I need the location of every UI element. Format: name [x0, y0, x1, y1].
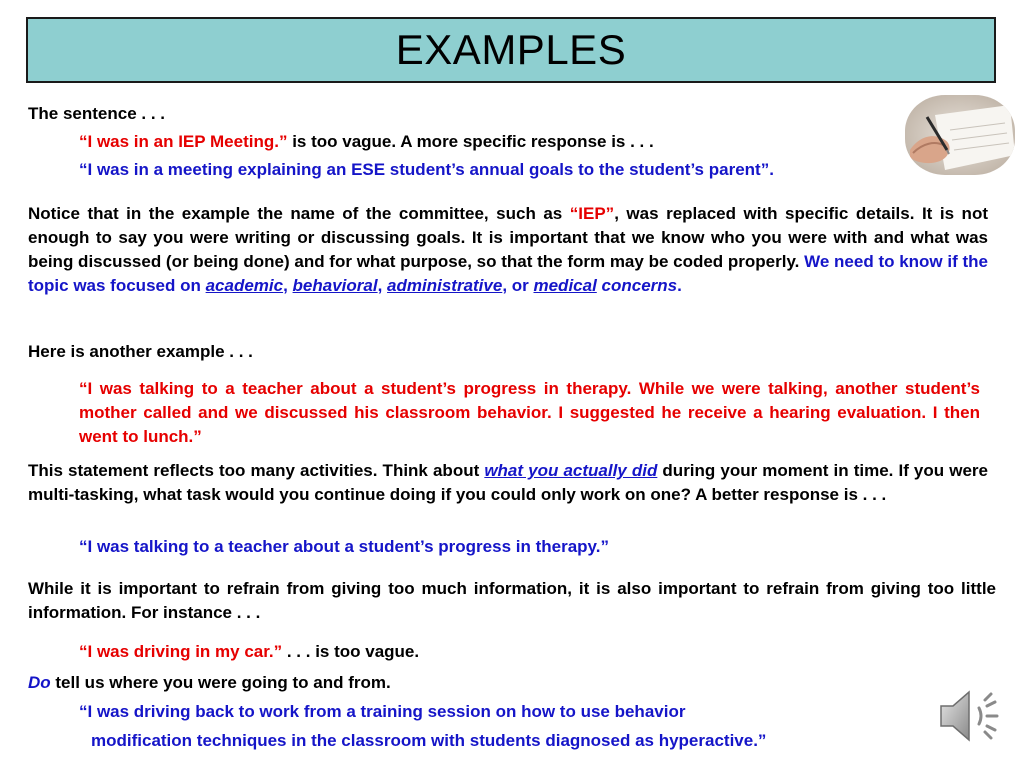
- example3-better-line2: modification techniques in the classroom with students diagnosed as hyperactive.”: [91, 731, 767, 750]
- speaker-sound-icon[interactable]: [935, 680, 1007, 752]
- statement-text-1: This statement reflects too many activities. Think about: [28, 461, 485, 480]
- medical-term: medical: [533, 276, 597, 295]
- notice-blue-lead: We need to know if the topic was focused on: [28, 252, 988, 295]
- statement-text-2: during your moment in time. If you were multi-tasking, what task would you continue doing if you could only work on one? A better response is . . .: [28, 461, 988, 504]
- notice-text-2: , was replaced with specific details. It is not enough to say you were writing or discussing goals. It is important that we know who you were with and what was being discussed (or being done) and for what purpose, so that the form may be coded properly.: [28, 204, 988, 271]
- another-label: Here is another example . . .: [28, 342, 253, 361]
- do-word: Do: [28, 673, 51, 692]
- intro-label: The sentence . . .: [28, 104, 165, 123]
- hand-writing-photo-icon: [905, 95, 1015, 175]
- notice-end: .: [677, 276, 682, 295]
- notice-sep-2: ,: [377, 276, 388, 295]
- example3-quote: “I was driving in my car.”: [79, 642, 283, 661]
- what-you-did-term: what you actually did: [484, 461, 658, 480]
- example2-quote: “I was talking to a teacher about a student’s progress in therapy. While we were talking, another student’s mother called and we discussed his classroom behavior. I suggested he receive a hearing evaluation. I then went to lunch.”: [79, 379, 980, 446]
- example1-line: [79, 132, 654, 152]
- example3-better-line1: “I was driving back to work from a training session on how to use behavior: [79, 702, 686, 721]
- statement-paragraph: [28, 459, 988, 507]
- example1-rest: is too vague. A more specific response is . . .: [287, 132, 654, 151]
- example3-rest: . . . is too vague.: [282, 642, 420, 661]
- while-paragraph: While it is important to refrain from giving too much information, it is also important to refrain from giving too little information. For instance . . .: [28, 579, 996, 622]
- slide-title: EXAMPLES: [395, 26, 627, 73]
- concerns-term: concerns: [596, 276, 678, 295]
- do-rest: tell us where you were going to and from.: [50, 673, 391, 692]
- example1-better: “I was in a meeting explaining an ESE student’s annual goals to the student’s parent”.: [79, 160, 774, 179]
- notice-paragraph: [28, 202, 988, 298]
- notice-sep-3: , or: [502, 276, 534, 295]
- title-banner: [26, 17, 996, 83]
- notice-sep-1: ,: [283, 276, 293, 295]
- notice-text-1: Notice that in the example the name of the committee, such as: [28, 204, 570, 223]
- example3-line: [79, 642, 419, 662]
- notice-iep: “IEP”: [569, 204, 615, 223]
- example1-quote: “I was in an IEP Meeting.”: [79, 132, 288, 151]
- behavioral-term: behavioral: [292, 276, 378, 295]
- do-line: [28, 673, 391, 693]
- academic-term: academic: [205, 276, 284, 295]
- example2-better: “I was talking to a teacher about a student’s progress in therapy.”: [79, 537, 609, 556]
- administrative-term: administrative: [387, 276, 503, 295]
